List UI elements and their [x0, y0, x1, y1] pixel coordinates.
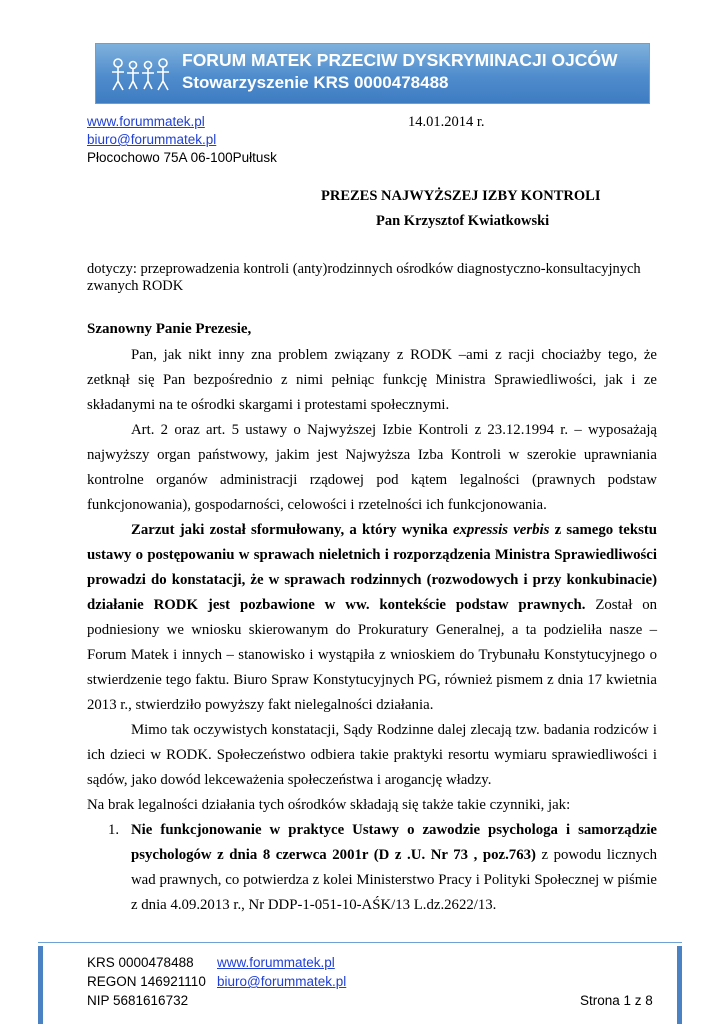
list-item-bold: Nie funkcjonowanie w praktyce Ustawy o zawodzie psychologa i samorządzie psychologów z dnia 8 czerwca 2001r (D z .U. Nr 73 , poz.763) — [131, 822, 657, 863]
banner-title: FORUM MATEK PRZECIW DYSKRYMINACJI OJCÓW — [182, 50, 618, 70]
footer-website-link[interactable]: www.forummatek.pl — [217, 955, 335, 970]
addressee-name: Pan Krzysztof Kwiatkowski — [376, 213, 550, 229]
footer-regon: REGON 146921110 — [87, 974, 206, 989]
footer-krs: KRS 0000478488 — [87, 955, 194, 970]
paragraph-3-bold-end: z samego tekstu ustawy o postępowaniu w sprawach nieletnich i rozporządzenia Ministra Sprawiedliwości prowadzi do konstatacji, że w sprawach rodzinnych (rozwodowych i przy konkubinacie) działanie RODK jest pozbawione w ww. kontekście podstaw prawnych. — [87, 522, 657, 613]
addressee-title: PREZES NAJWYŻSZEJ IZBY KONTROLI — [321, 188, 601, 204]
header-banner — [95, 43, 650, 104]
header-website-link[interactable]: www.forummatek.pl — [87, 114, 205, 129]
list-item-number: 1. — [108, 822, 120, 838]
paragraph-1: Pan, jak nikt inny zna problem związany z RODK –ami z racji chociażby tego, że zetknął się Pan bezpośrednio z nimi pełniąc funkcję Ministra Sprawiedliwości, jak i ze składanymi na te ośrodki skargami i protestami społecznymi. — [87, 347, 657, 413]
paragraph-5: Na brak legalności działania tych ośrodków składają się także takie czynniki, jak: — [87, 797, 571, 813]
paragraph-4: Mimo tak oczywistych konstatacji, Sądy Rodzinne dalej zlecają tzw. badania rodziców i ich dzieci w RODK. Społeczeństwo odbiera takie praktyki resortu wymiaru sprawiedliwości i sądów, jako dowód lekceważenia społeczeństwa i arogancję władzy. — [87, 722, 657, 788]
header-address: Płocochowo 75A 06-100Pułtusk — [87, 150, 277, 165]
paragraph-3 — [87, 518, 657, 718]
list-item-text: z powodu licznych wad prawnych, co potwierdza z kolei Ministerstwo Pracy i Polityki Społecznej w piśmie z dnia 4.09.2013 r., Nr DDP-1-051-10-AŚK/13 L.dz.2622/13. — [131, 847, 657, 913]
footer-divider — [38, 942, 682, 943]
paragraph-3-italic: expressis verbis — [452, 522, 550, 538]
footer-left-bar — [38, 946, 43, 1024]
letter-date: 14.01.2014 r. — [408, 114, 485, 130]
subject-line: dotyczy: przeprowadzenia kontroli (anty)rodzinnych ośrodków diagnostyczno-konsultacyjnych zwanych RODK — [87, 261, 641, 294]
paragraph-2: Art. 2 oraz art. 5 ustawy o Najwyższej Izbie Kontroli z 23.12.1994 r. – wyposażają najwyższy organ państwowy, jakim jest Najwyższa Izba Kontroli w szerokie uprawniania kontrolne organów administracji rządowej pod kątem legalności (prawnych podstaw funkcjonowania), gospodarności, celowości i rzetelności ich funkcjonowania. — [87, 422, 657, 513]
salutation: Szanowny Panie Prezesie, — [87, 321, 252, 337]
footer-right-bar — [677, 946, 682, 1024]
header-email-link[interactable]: biuro@forummatek.pl — [87, 132, 217, 147]
paragraph-3-bold-start: Zarzut jaki został sformułowany, a który wynika — [131, 522, 453, 538]
footer-nip: NIP 5681616732 — [87, 993, 189, 1008]
banner-subtitle: Stowarzyszenie KRS 0000478488 — [182, 73, 449, 92]
footer-email-link[interactable]: biuro@forummatek.pl — [217, 974, 347, 989]
paragraph-3-normal: Został on podniesiony we wniosku skierowanym do Prokuratury Generalnej, a ta podzieliła nasze – Forum Matek i innych – stanowisko i wystąpiła z wnioskiem do Trybunału Konstytucyjnego o stwierdzenie tego faktu. Biuro Spraw Konstytucyjnych PG, również pismem z dnia 17 kwietnia 2013 r., stwierdziło powyższy fakt nielegalności działania. — [87, 597, 657, 713]
list-item — [131, 818, 657, 918]
family-people-icon — [110, 56, 172, 92]
page-number: Strona 1 z 8 — [580, 993, 653, 1008]
